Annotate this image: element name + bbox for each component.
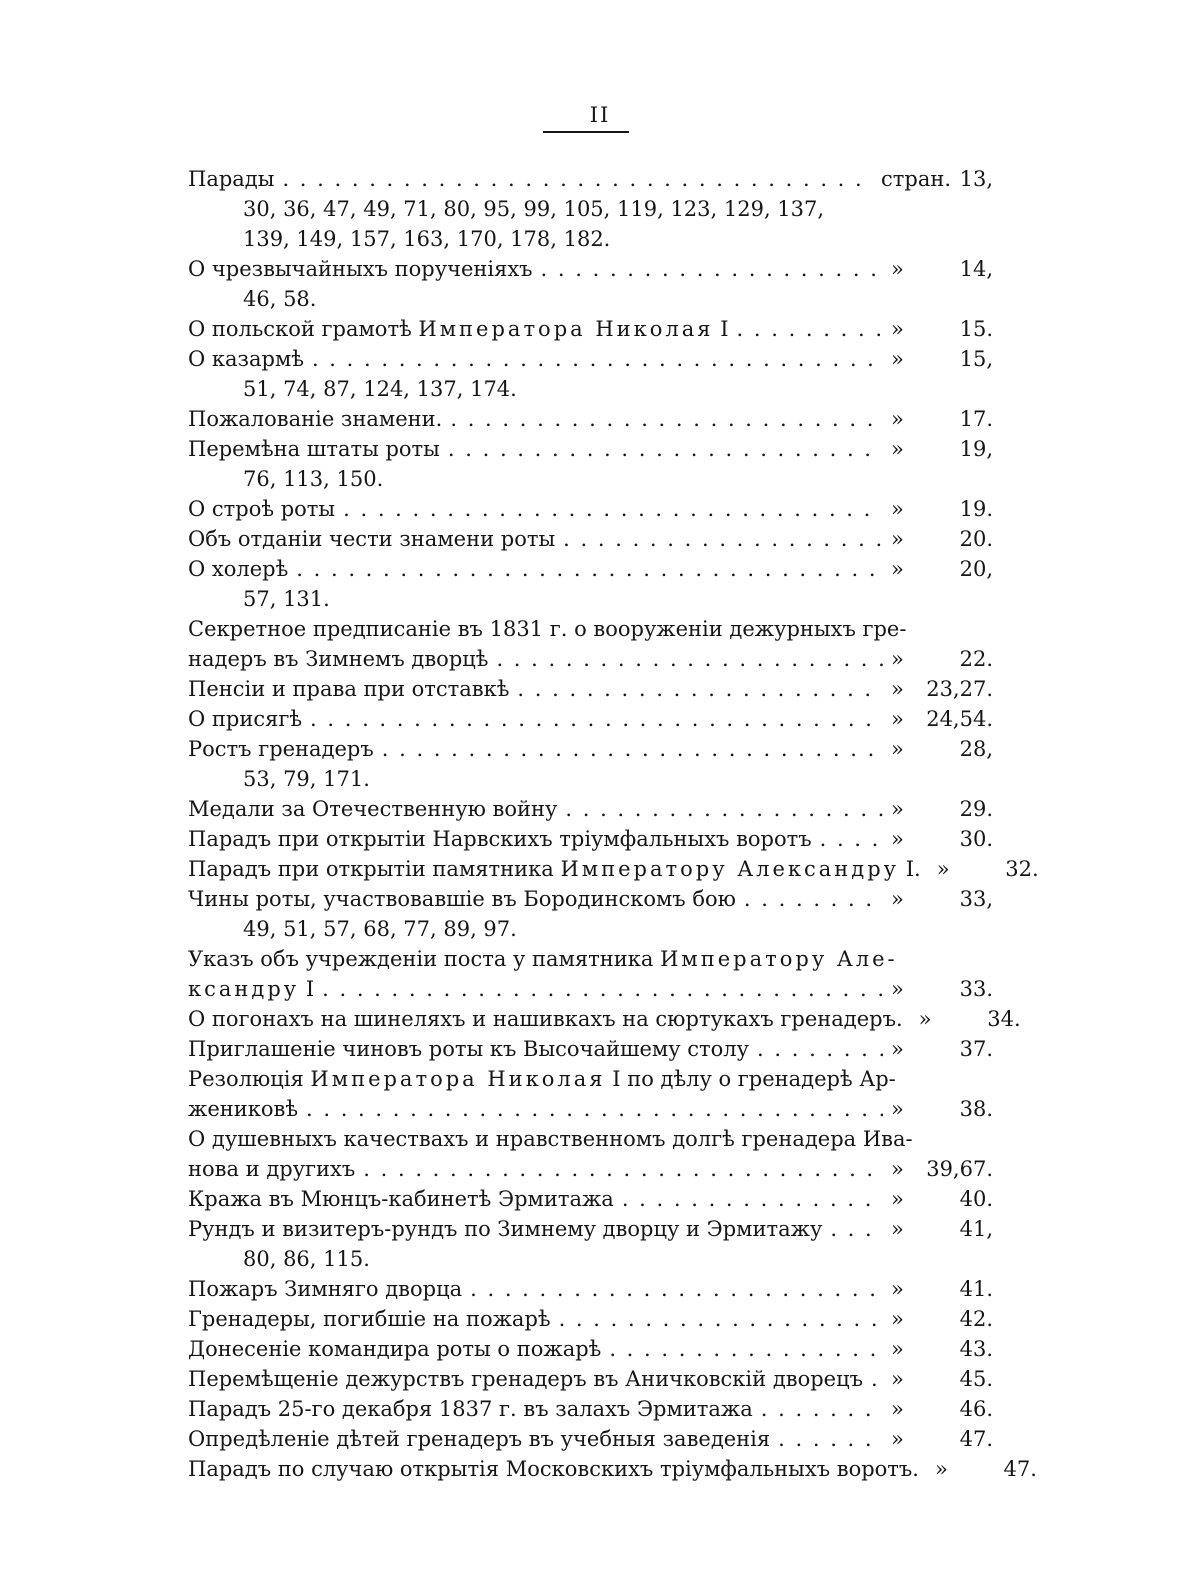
entry-reference: [891, 1214, 993, 1244]
ditto-mark: »: [891, 497, 904, 521]
entry-reference: [891, 1154, 993, 1184]
page-reference: 41.: [959, 1277, 993, 1301]
ditto-mark: »: [891, 557, 904, 581]
dot-leader: [296, 554, 883, 584]
entry-reference: [891, 644, 993, 674]
toc-entry: [188, 1364, 993, 1394]
entry-reference: [891, 554, 993, 584]
dot-leader: [744, 884, 883, 914]
entry-title: Перемѣщенiе дежурствъ гренадеръ въ Аничковскiй дворецъ: [188, 1367, 863, 1391]
ditto-mark: »: [891, 1187, 904, 1211]
dot-leader: [609, 1334, 883, 1364]
dot-leader: [761, 1394, 883, 1424]
emphasized-title: Императора Николая: [310, 1067, 606, 1091]
ditto-mark: »: [891, 1307, 904, 1331]
entry-title-first-line: Секретное предписанiе въ 1831 г. о вооруженiи дежурныхъ гре-: [188, 617, 907, 641]
entry-reference: [919, 1004, 1021, 1034]
dot-leader: [830, 1214, 883, 1244]
page-reference: 39,67.: [926, 1157, 993, 1181]
dot-leader: [820, 824, 883, 854]
entry-title: Приглашенiе чиновъ роты къ Высочайшему столу: [188, 1037, 750, 1061]
page-continuation: 49, 51, 57, 68, 77, 89, 97.: [243, 917, 517, 941]
entry-title: О погонахъ на шинеляхъ и нашивкахъ на сюртукахъ гренадеръ.: [188, 1007, 903, 1031]
entry-title: О строѣ роты: [188, 497, 336, 521]
dot-leader: [282, 164, 873, 194]
entry-title: [188, 974, 314, 1004]
ditto-mark: »: [891, 407, 904, 431]
page-reference: 14,: [959, 257, 993, 281]
dot-leader: [563, 524, 883, 554]
toc-entry: [188, 524, 993, 554]
toc-entry: [188, 314, 993, 344]
ditto-mark: »: [891, 1427, 904, 1451]
page-reference: 45.: [959, 1367, 993, 1391]
dot-leader: [470, 1274, 883, 1304]
entry-title: Гренадеры, погибшiе на пожарѣ: [188, 1307, 551, 1331]
ditto-mark: »: [891, 1037, 904, 1061]
entry-reference: [891, 344, 993, 374]
emphasized-title: Императору Але-: [660, 947, 898, 971]
ditto-mark: »: [934, 1457, 948, 1481]
ditto-mark: »: [891, 737, 904, 761]
ditto-mark: »: [891, 887, 904, 911]
page-continuation: 80, 86, 115.: [243, 1247, 370, 1271]
page-reference: 46.: [959, 1397, 993, 1421]
toc-entry: [188, 824, 993, 854]
dot-leader: [778, 1424, 883, 1454]
entry-title-part: О польской грамотѣ: [188, 317, 419, 341]
entry-reference: [891, 314, 993, 344]
entry-title: [188, 314, 729, 344]
page-reference: 15,: [959, 347, 993, 371]
entry-title: Парадъ при открытiи Нарвскихъ трiумфальныхъ воротъ: [188, 827, 812, 851]
ditto-mark: »: [891, 1397, 904, 1421]
toc-entry: [188, 1034, 993, 1064]
entry-title: надеръ въ Зимнемъ дворцѣ: [188, 647, 489, 671]
entry-reference: [891, 884, 993, 914]
page-reference: 23,27.: [926, 677, 993, 701]
toc-entry: [188, 1424, 993, 1454]
entry-title: Донесенiе командира роты о пожарѣ: [188, 1337, 602, 1361]
ditto-mark: »: [891, 827, 904, 851]
entry-title: Ростъ гренадеръ: [188, 737, 374, 761]
dot-leader: [450, 404, 883, 434]
dot-leader: [737, 314, 883, 344]
emphasized-title: Императору Александру: [560, 857, 900, 881]
entry-title-part: Указъ объ учрежденiи поста у памятника: [188, 947, 661, 971]
ditto-mark: »: [891, 347, 904, 371]
entry-title: Перемѣна штаты роты: [188, 437, 440, 461]
entry-reference: [891, 1274, 993, 1304]
entry-title: Парады: [188, 167, 275, 191]
ditto-mark: »: [891, 527, 904, 551]
entry-title-part: I: [299, 977, 315, 1001]
entry-title-first-line: [188, 944, 898, 974]
page-continuation: 57, 131.: [243, 587, 330, 611]
toc-entry: [188, 884, 993, 944]
entry-reference: [891, 734, 993, 764]
dot-leader: [363, 1154, 883, 1184]
entry-reference: [891, 1364, 993, 1394]
ditto-mark: »: [891, 797, 904, 821]
toc-entry: [188, 704, 993, 734]
dot-leader: [757, 1034, 883, 1064]
toc-entry: [188, 1454, 1037, 1484]
page-reference: 33.: [959, 977, 993, 1001]
entry-reference: [891, 794, 993, 824]
entry-title-part: I по дѣлу о гренадерѣ Ар-: [605, 1067, 896, 1091]
entry-reference: [891, 524, 993, 554]
entry-reference: [891, 974, 993, 1004]
dot-leader: [496, 644, 883, 674]
ditto-mark: »: [936, 857, 950, 881]
entry-reference: [935, 1454, 1037, 1484]
entry-title: Опредѣленiе дѣтей гренадеръ въ учебныя заведенiя: [188, 1427, 771, 1451]
ditto-mark: »: [891, 1367, 904, 1391]
entry-title: Объ отданiи чести знамени роты: [188, 527, 556, 551]
page-continuation: 76, 113, 150.: [243, 467, 384, 491]
toc-entry: [188, 734, 993, 794]
page-continuation: 46, 58.: [243, 287, 317, 311]
page-reference: 24,54.: [926, 707, 993, 731]
page-reference: 30.: [959, 827, 993, 851]
page-reference: 37.: [959, 1037, 993, 1061]
entry-reference: [891, 1034, 993, 1064]
dot-leader: [322, 974, 883, 1004]
dot-leader: [565, 794, 883, 824]
entry-title-part: I: [713, 317, 729, 341]
entry-reference: [891, 704, 993, 734]
dot-leader: [871, 1364, 883, 1394]
ditto-mark: »: [891, 437, 904, 461]
page-continuation: 139, 149, 157, 163, 170, 178, 182.: [243, 227, 611, 251]
page-number: II: [589, 103, 611, 127]
entry-reference: [891, 254, 993, 284]
entry-title: Медали за Отечественную войну: [188, 797, 558, 821]
page-reference: 38.: [959, 1097, 993, 1121]
toc-entry: [188, 1124, 993, 1184]
toc-entry: [188, 854, 1039, 884]
entry-reference: [881, 164, 993, 194]
page-reference: 19.: [959, 497, 993, 521]
ditto-mark: »: [891, 977, 904, 1001]
dot-leader: [310, 704, 883, 734]
ditto-mark: »: [891, 1097, 904, 1121]
entry-reference: [891, 1394, 993, 1424]
emphasized-title: ксандру: [188, 977, 300, 1001]
page-reference: 40.: [959, 1187, 993, 1211]
page-reference: 34.: [987, 1007, 1021, 1031]
entry-title: О холерѣ: [188, 557, 289, 581]
dot-leader: [559, 1304, 883, 1334]
page-reference: 28,: [959, 737, 993, 761]
reference-label: стран.: [881, 167, 952, 191]
page-reference: 15.: [959, 317, 993, 341]
entry-title: нова и другихъ: [188, 1157, 356, 1181]
entry-reference: [891, 434, 993, 464]
entry-title-first-line: О душевныхъ качествахъ и нравственномъ долгѣ гренадера Ива-: [188, 1127, 913, 1151]
dot-leader: [541, 254, 883, 284]
entry-reference: [891, 1184, 993, 1214]
page-reference: 13,: [959, 167, 993, 191]
toc-entry: [188, 674, 993, 704]
ditto-mark: »: [891, 257, 904, 281]
toc-entry: [188, 254, 993, 314]
toc-entry: [188, 1064, 993, 1124]
entry-title-part: Резолюцiя: [188, 1067, 311, 1091]
page-reference: 43.: [959, 1337, 993, 1361]
toc-entry: [188, 1274, 993, 1304]
entry-reference: [891, 824, 993, 854]
toc-entry: [188, 1334, 993, 1364]
ditto-mark: »: [891, 1157, 904, 1181]
page-reference: 22.: [959, 647, 993, 671]
page-reference: 20.: [959, 527, 993, 551]
toc-entry: [188, 1004, 1021, 1034]
entry-reference: [891, 1424, 993, 1454]
entry-title: [188, 854, 921, 884]
entry-title: Чины роты, участвовавшiе въ Бородинскомъ бою: [188, 887, 736, 911]
ditto-mark: »: [891, 647, 904, 671]
page-reference: 47.: [1003, 1457, 1037, 1481]
entry-title: Пожаръ Зимняго дворца: [188, 1277, 463, 1301]
page-reference: 47.: [959, 1427, 993, 1451]
entry-reference: [891, 1304, 993, 1334]
page-continuation: 30, 36, 47, 49, 71, 80, 95, 99, 105, 119, 123, 129, 137,: [243, 197, 825, 221]
entry-title: О чрезвычайныхъ порученiяхъ: [188, 257, 533, 281]
page-reference: 20,: [959, 557, 993, 581]
entry-title: О казармѣ: [188, 347, 304, 371]
toc-entry: [188, 614, 993, 674]
entry-reference: [891, 1334, 993, 1364]
page-reference: 17.: [959, 407, 993, 431]
ditto-mark: »: [891, 1277, 904, 1301]
page-reference: 42.: [959, 1307, 993, 1331]
ditto-mark: »: [891, 1217, 904, 1241]
page-reference: 29.: [959, 797, 993, 821]
entry-reference: [891, 494, 993, 524]
toc-entry: [188, 794, 993, 824]
ditto-mark: »: [891, 707, 904, 731]
entry-title-part: Парадъ при открытiи памятника: [188, 857, 561, 881]
ditto-mark: »: [918, 1007, 932, 1031]
entry-title: Рундъ и визитеръ-рундъ по Зимнему дворцу и Эрмитажу: [188, 1217, 823, 1241]
dot-leader: [517, 674, 883, 704]
toc-entry: [188, 344, 993, 404]
page-continuation: 51, 74, 87, 124, 137, 174.: [243, 377, 517, 401]
entry-title-first-line: [188, 1064, 896, 1094]
entry-title-part: I.: [899, 857, 921, 881]
page-reference: 41,: [959, 1217, 993, 1241]
page-number-rule: [543, 131, 629, 133]
toc-entry: [188, 1394, 993, 1424]
entry-title: Пожалованiе знамени.: [188, 407, 443, 431]
toc-entry: [188, 1184, 993, 1214]
page-reference: 33,: [959, 887, 993, 911]
entry-reference: [937, 854, 1039, 884]
page-reference: 19,: [959, 437, 993, 461]
page-reference: 32.: [1005, 857, 1039, 881]
entry-title: Пенсiи и права при отставкѣ: [188, 677, 510, 701]
entry-title: Парадъ по случаю открытiя Московскихъ трiумфальныхъ воротъ.: [188, 1457, 919, 1481]
entry-reference: [891, 1094, 993, 1124]
toc-entry: [188, 1304, 993, 1334]
emphasized-title: Императора Николая: [418, 317, 714, 341]
toc-entry: [188, 944, 993, 1004]
entry-title: жениковѣ: [188, 1097, 298, 1121]
entry-title: Парадъ 25-го декабря 1837 г. въ залахъ Эрмитажа: [188, 1397, 753, 1421]
dot-leader: [312, 344, 883, 374]
dot-leader: [306, 1094, 883, 1124]
toc-entry: [188, 164, 993, 254]
toc-entry: [188, 494, 993, 524]
toc-entry: [188, 554, 993, 614]
dot-leader: [382, 734, 883, 764]
dot-leader: [622, 1184, 883, 1214]
entry-title: Кража въ Мюнцъ-кабинетѣ Эрмитажа: [188, 1187, 614, 1211]
page-continuation: 53, 79, 171.: [243, 767, 370, 791]
ditto-mark: »: [891, 1337, 904, 1361]
toc-entry: [188, 434, 993, 494]
ditto-mark: »: [891, 677, 904, 701]
toc-entry: [188, 1214, 993, 1274]
toc-entry: [188, 404, 993, 434]
entry-reference: [891, 404, 993, 434]
entry-title: О присягѣ: [188, 707, 303, 731]
ditto-mark: »: [891, 317, 904, 341]
dot-leader: [448, 434, 883, 464]
table-of-contents: [188, 164, 1039, 1484]
dot-leader: [343, 494, 883, 524]
entry-reference: [891, 674, 993, 704]
